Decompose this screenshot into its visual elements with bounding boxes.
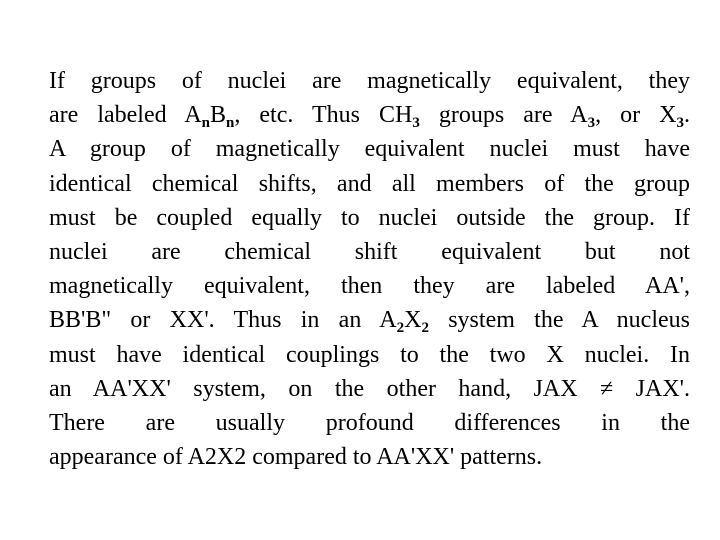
text-segment: B [210,102,227,129]
subscript: 3 [587,115,596,132]
text-segment: groups are A [419,102,588,129]
subscript: n [226,115,235,132]
subscript: 2 [396,320,405,337]
text-line-7: magnetically equivalent, then they are labeled AA', [49,273,690,300]
text-line-10: an AA'XX' system, on the other hand, JAX ≠ JAX'. [49,375,690,402]
subscript: 2 [421,320,429,337]
subscript: 3 [412,115,420,132]
text-line-2 [49,98,690,132]
subscript: 3 [676,115,684,132]
text-line-8 [49,303,690,337]
text-line-5: must be coupled equally to nuclei outside the group. If [49,204,690,231]
text-segment: . [684,102,690,129]
text-line-11: There are usually profound differences in the [49,409,690,436]
text-segment: X [404,307,422,334]
body-paragraph [49,64,690,474]
text-segment: , or X [595,102,677,129]
subscript: n [201,115,211,132]
text-line-6: nuclei are chemical shift equivalent but not [49,238,690,265]
text-segment: , etc. Thus CH [234,102,413,129]
text-line-1: If groups of nuclei are magnetically equivalent, they [49,68,690,94]
text-segment: system the A nucleus [428,307,690,334]
text-line-4: identical chemical shifts, and all members of the group [49,170,690,197]
text-segment: are labeled A [49,102,202,129]
text-segment: BB'B" or XX'. Thus in an A [49,307,397,334]
text-line-9: must have identical couplings to the two X nuclei. In [49,341,690,368]
text-line-3: A group of magnetically equivalent nuclei must have [49,136,690,163]
text-line-12: appearance of A2X2 compared to AA'XX' patterns. [49,444,543,471]
